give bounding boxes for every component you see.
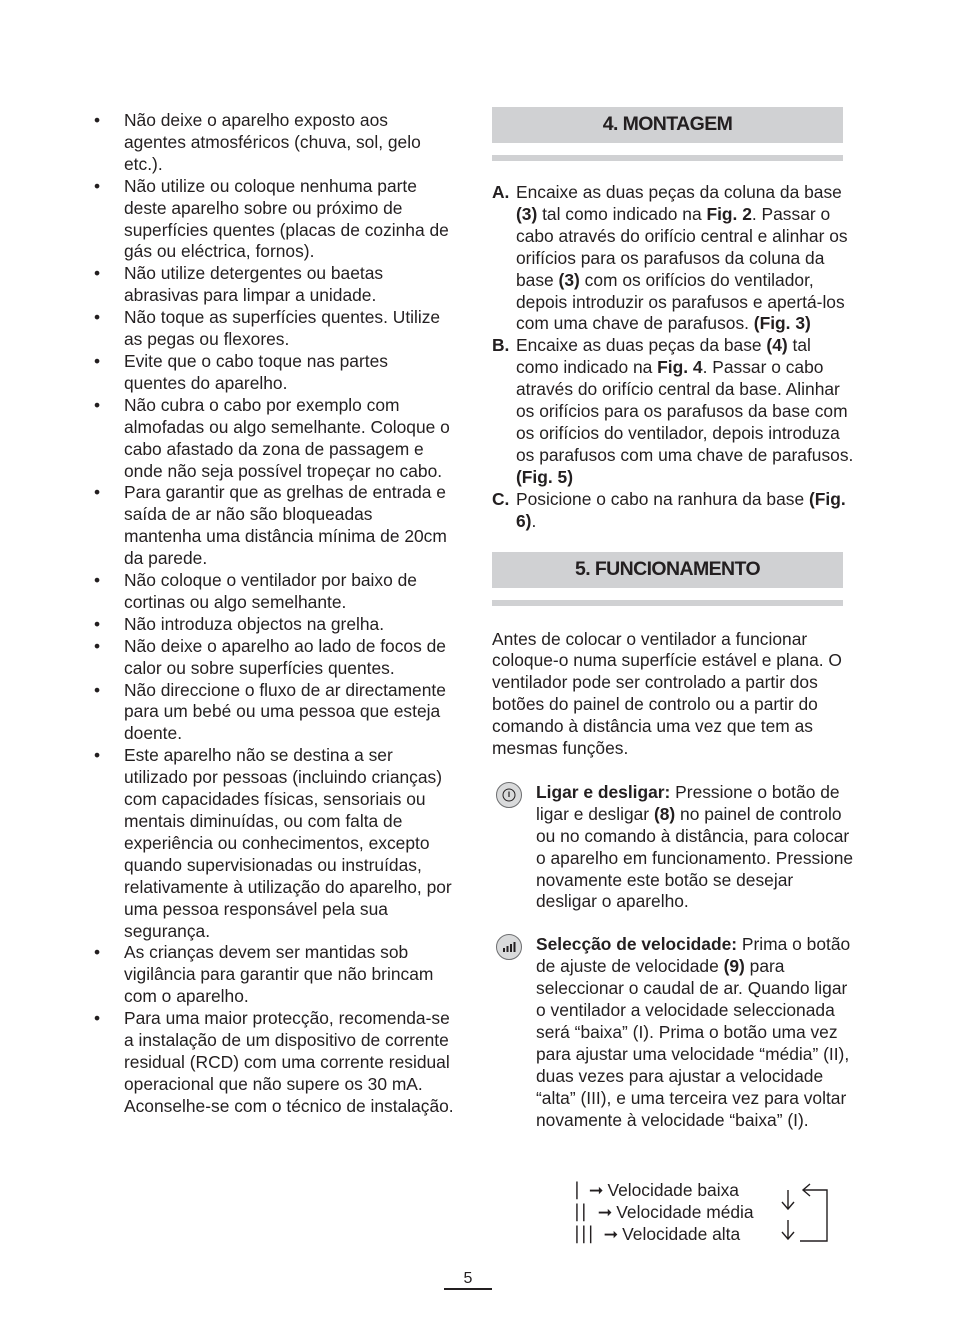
arrow-right-icon: ➞ bbox=[603, 1224, 619, 1245]
step-letter: C. bbox=[492, 488, 510, 509]
assembly-step-a: A. Encaixe as duas peças da coluna da base (3) tal como indicado na Fig. 2. Passar o cabo através do orifício central e alinhar os orifícios para os parafusos da coluna da base (3) com os orifícios do ventilador, depois introduzir os parafusos e apertá-los com uma chave de parafusos. (Fig. 3) bbox=[492, 182, 848, 334]
instructions-column bbox=[492, 107, 858, 1132]
speed-label: Velocidade média bbox=[616, 1202, 754, 1223]
list-item: • Não coloque o ventilador por baixo de cortinas ou algo semelhante. bbox=[94, 570, 417, 612]
bullet-icon: • bbox=[94, 635, 101, 656]
bullet-icon: • bbox=[94, 613, 101, 634]
bullet-icon: • bbox=[94, 482, 101, 503]
list-item: • Não direccione o fluxo de ar directamente para um bebé ou uma pessoa que esteja doente. bbox=[94, 679, 446, 744]
bullet-icon: • bbox=[94, 350, 101, 371]
list-item: • Para uma maior protecção, recomenda-se a instalação de um dispositivo de corrente residual (RCD) com uma corrente residual operacional que não supere os 30 mA. Aconselhe-se com o técnico de instalação. bbox=[94, 1008, 454, 1116]
bullet-icon: • bbox=[94, 307, 101, 328]
safety-bullet-list bbox=[92, 110, 454, 1118]
arrow-right-icon: ➞ bbox=[588, 1180, 604, 1201]
list-item: • Este aparelho não se destina a ser utilizado por pessoas (incluindo crianças) com capacidades físicas, sensoriais ou mentais diminuídas, ou com falta de experiência ou conhecimentos, excepto quando supervisionadas ou instruídas, relativamente à utilização do aparelho, por uma pessoa responsável pela sua segurança. bbox=[94, 745, 452, 941]
speed-instruction: Selecção de velocidade: Prima o botão de ajuste de velocidade (9) para seleccionar o caudal de ar. Quando ligar o ventilador a velocidade seleccionada será “baixa” (I). Prima o botão uma vez para ajustar uma velocidade “média” (II), duas vezes para ajustar a velocidade “alta” (III), e uma terceira vez para voltar novamente à velocidade “baixa” (I). bbox=[492, 934, 858, 1131]
speed-label: Velocidade baixa bbox=[607, 1180, 739, 1201]
step-letter: A. bbox=[492, 182, 510, 202]
operation-intro: Antes de colocar o ventilador a funcionar coloque-o numa superfície estável e plana. O ventilador pode ser controlado a partir dos botões do painel de controlo ou a partir do comando à distância uma vez que tem as mesmas funções. bbox=[492, 628, 842, 759]
list-item: • As crianças devem ser mantidas sob vigilância para garantir que não brincam com o aparelho. bbox=[94, 942, 434, 1007]
speed-level-mark: | bbox=[574, 1180, 581, 1201]
list-item: • Não deixe o aparelho ao lado de focos de calor ou sobre superfícies quentes. bbox=[94, 635, 446, 678]
list-item: • Não deixe o aparelho exposto aos agentes atmosféricos (chuva, sol, gelo etc.). bbox=[94, 110, 421, 174]
list-item: • Evite que o cabo toque nas partes quentes do aparelho. bbox=[94, 350, 388, 393]
step-letter: B. bbox=[492, 335, 510, 356]
speed-row-low bbox=[574, 1180, 739, 1202]
power-button-icon bbox=[496, 782, 522, 808]
bullet-icon: • bbox=[94, 263, 101, 284]
section-divider bbox=[492, 600, 843, 606]
power-instruction: Ligar e desligar: Pressione o botão de ligar e desligar (8) no painel de controlo ou no comando à distância, para colocar o aparelho em funcionamento. Pressione novamente este botão se desejar desligar o aparelho. bbox=[492, 782, 858, 913]
bullet-icon: • bbox=[94, 1008, 101, 1029]
bullet-icon: • bbox=[94, 394, 101, 415]
cycle-arrows-icon bbox=[776, 1182, 832, 1250]
section-heading-funcionamento: 5. FUNCIONAMENTO bbox=[492, 552, 843, 588]
bullet-icon: • bbox=[94, 942, 101, 963]
bullet-icon: • bbox=[94, 175, 101, 196]
speed-label: Velocidade alta bbox=[622, 1224, 741, 1245]
bullet-icon: • bbox=[94, 570, 101, 591]
safety-instructions-column bbox=[92, 110, 454, 1118]
list-item: • Não utilize detergentes ou baetas abrasivas para limpar a unidade. bbox=[94, 263, 384, 306]
assembly-step-b: B. Encaixe as duas peças da base (4) tal como indicado na Fig. 4. Passar o cabo através do orifício central da base. Alinhar os orifícios para os parafusos da base com os orifícios do ventilador, depois introduza os parafusos com uma chave de parafusos. (Fig. 5) bbox=[492, 335, 854, 487]
section-divider bbox=[492, 155, 843, 161]
list-item: • Não cubra o cabo por exemplo com almofadas ou algo semelhante. Coloque o cabo afastado da zona de passagem e onde não seja possível tropeçar no cabo. bbox=[94, 394, 450, 481]
speed-cycle-diagram bbox=[574, 1174, 834, 1249]
bullet-icon: • bbox=[94, 679, 101, 700]
speed-row-medium bbox=[574, 1202, 754, 1224]
page-number: 5 bbox=[463, 1270, 473, 1287]
assembly-steps bbox=[492, 182, 858, 533]
bullet-icon: • bbox=[94, 745, 101, 766]
list-item: • Para garantir que as grelhas de entrada e saída de ar não são bloqueadas mantenha uma distância mínima de 20cm da parede. bbox=[94, 482, 447, 569]
list-item: • Não utilize ou coloque nenhuma parte deste aparelho sobre ou próximo de superfícies quentes (placas de cozinha de gás ou eléctrica, fornos). bbox=[94, 175, 449, 262]
arrow-right-icon: ➞ bbox=[597, 1202, 613, 1223]
bullet-icon: • bbox=[94, 110, 101, 130]
speed-bars-icon bbox=[496, 934, 522, 960]
list-item: • Não toque as superfícies quentes. Utilize as pegas ou flexores. bbox=[94, 307, 441, 350]
speed-level-mark: ||| bbox=[574, 1224, 595, 1245]
speed-level-mark: || bbox=[574, 1202, 588, 1223]
section-heading-montagem: 4. MONTAGEM bbox=[492, 107, 843, 143]
assembly-step-c: C. Posicione o cabo na ranhura da base (Fig. 6). bbox=[492, 488, 846, 531]
list-item: • Não introduza objectos na grelha. bbox=[94, 613, 385, 634]
speed-row-high bbox=[574, 1224, 740, 1246]
page-number-rule bbox=[444, 1288, 492, 1290]
